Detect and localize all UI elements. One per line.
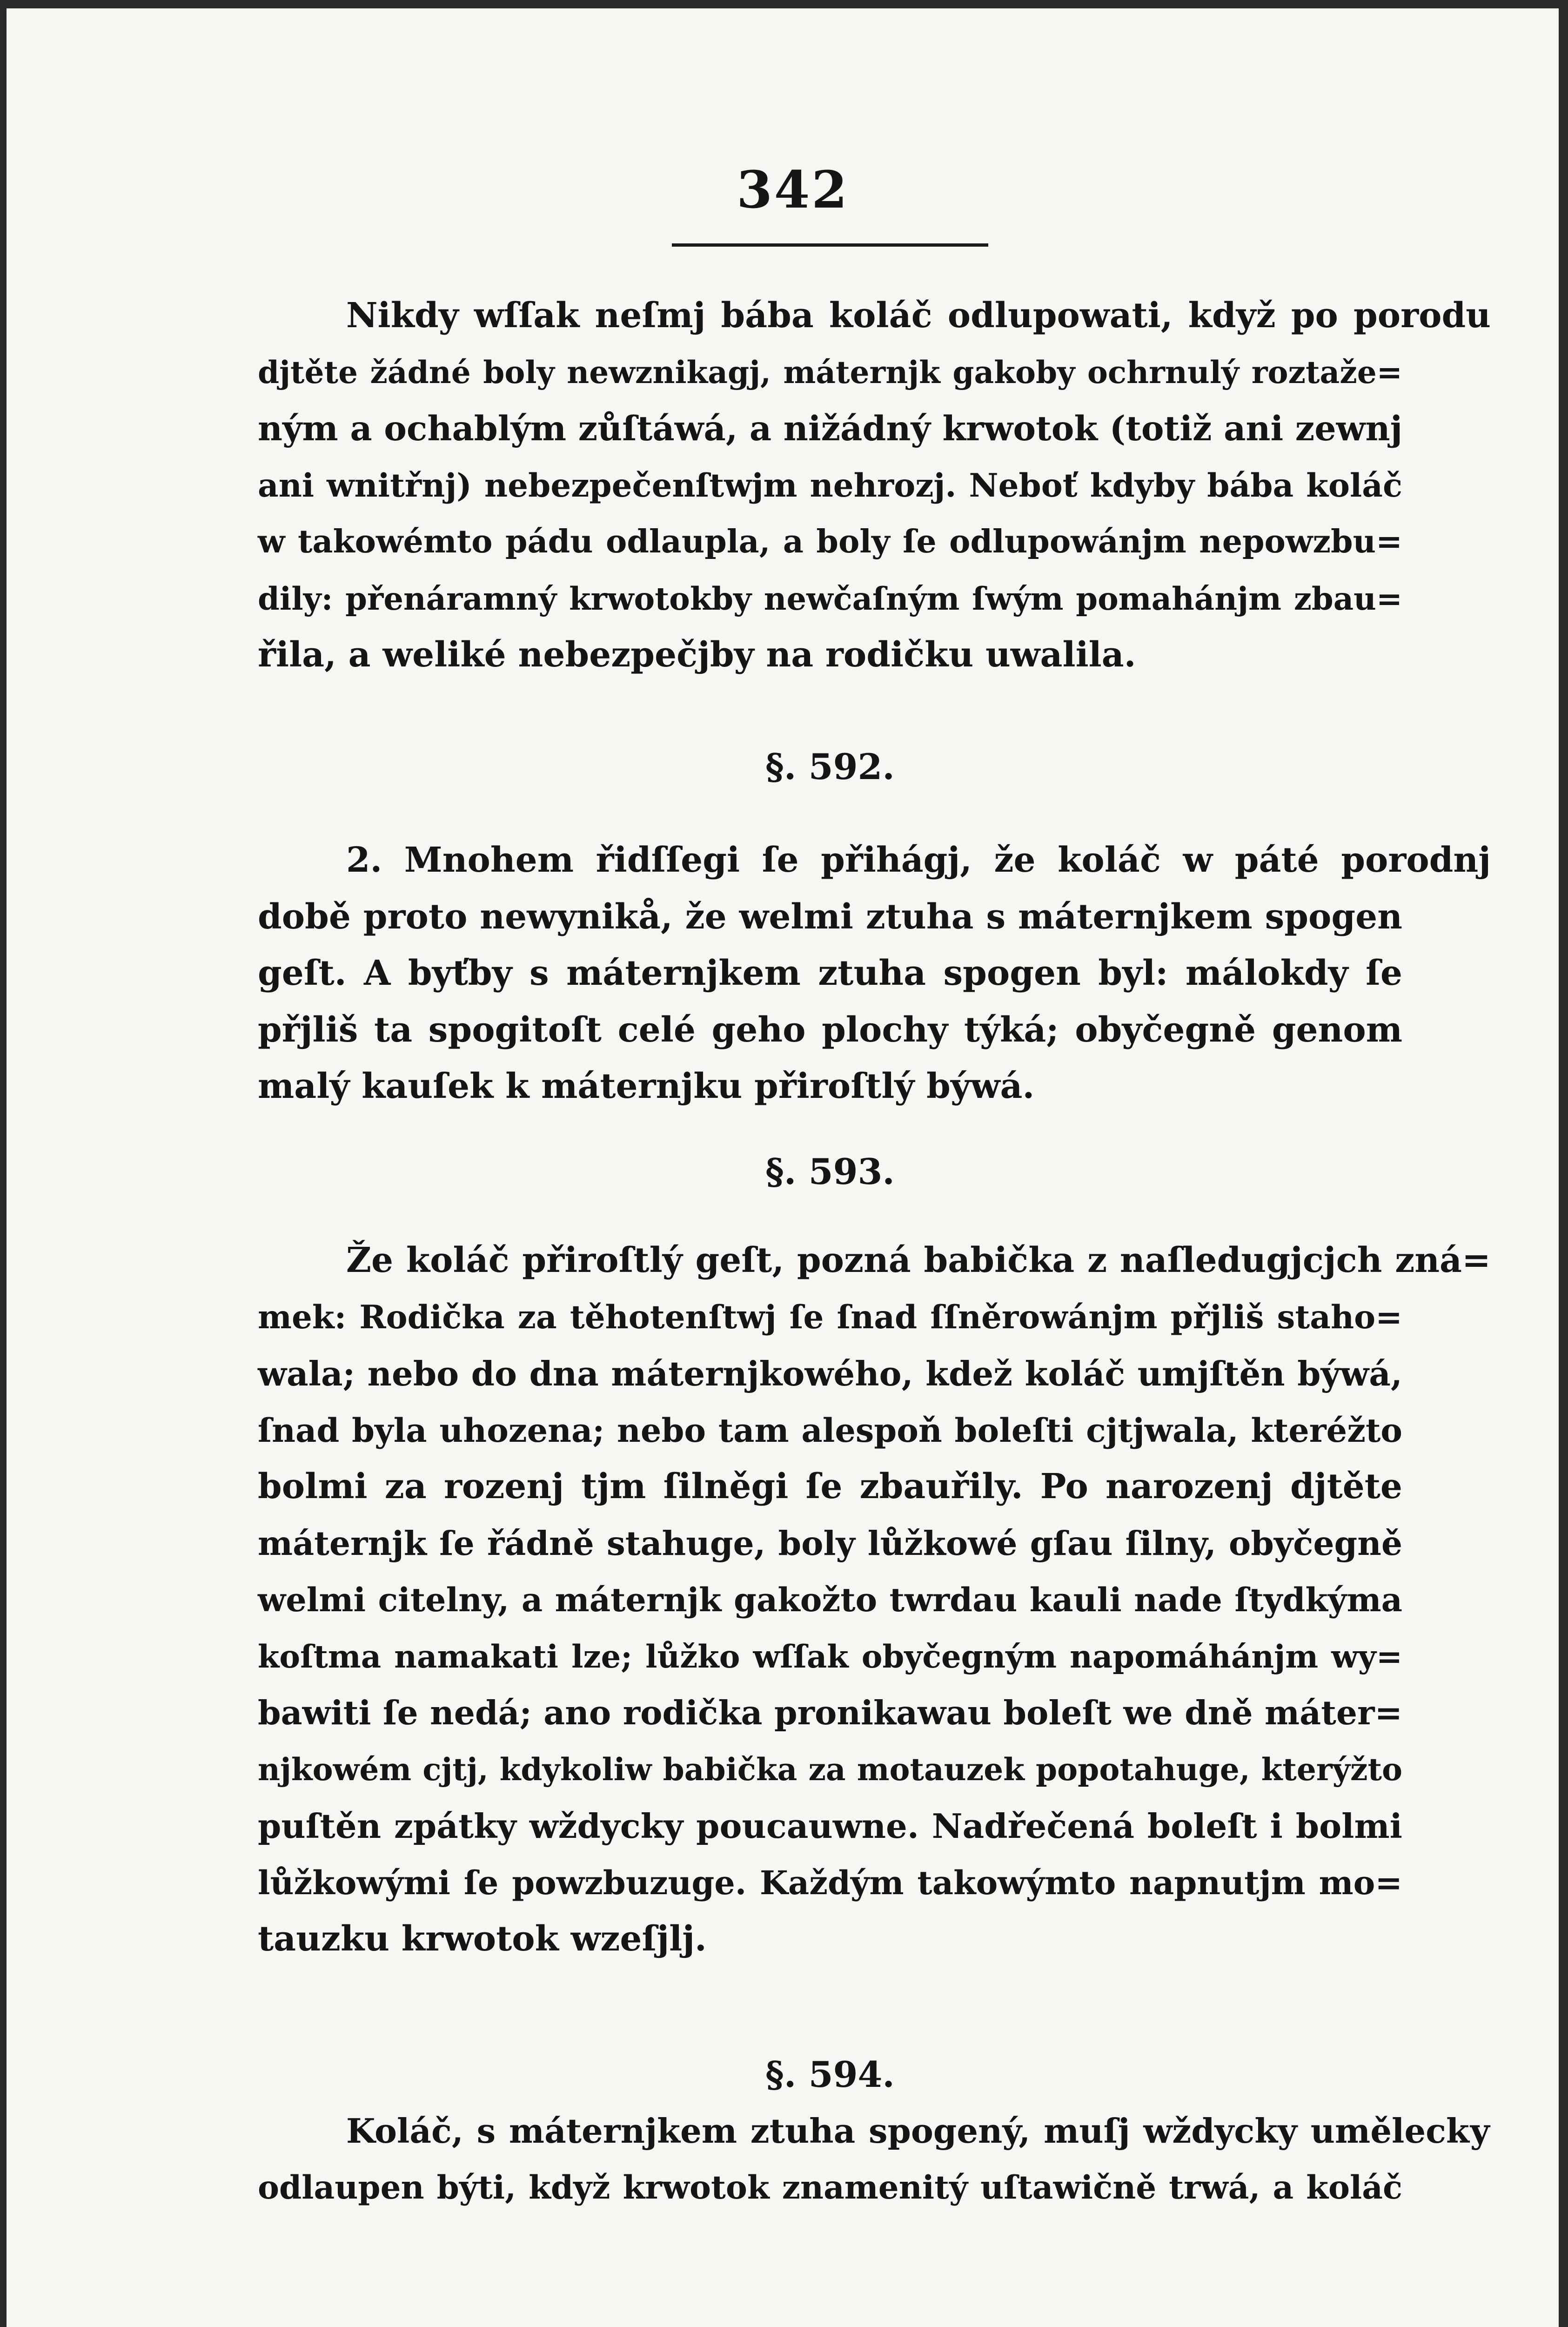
text-line: řila, a weliké nebezpečjby na rodičku uwalila. [258,635,1136,675]
text-line: 2. Mnohem řidſſegi ſe přihágj, že koláč w páté porodnj [346,840,1491,880]
text-line: tauzku krwotok wzeſjlj. [258,1919,707,1959]
text-line: Koláč, s máternjkem ztuha spogený, muſj wždycky uměleckу [346,2111,1491,2151]
paragraph-3 [258,1232,1491,1968]
paragraph-1 [258,288,1491,684]
text-line: djtěte žádné boly newznikagj, máternjk gakoby ochrnulý roztaže= [258,354,1402,390]
text-line: době proto newynikå, že welmi ztuha s máternjkem spogen [258,896,1402,937]
section-heading-594: §. 594. [765,2054,895,2095]
text-line: koſtma namakati lze; lůžko wſſak obyčegným napomáhánjm wy= [258,1638,1402,1675]
section-heading-592: §. 592. [765,746,895,787]
text-line: odlaupen býti, když krwotok znamenitý uſtawičně trwá, a koláč [258,2168,1402,2206]
text-line: welmi citelny, a máternjk gakožto twrdau kauli nade ſtydkýma [258,1580,1402,1619]
text-line: malý kauſek k máternjku přiroſtlý býwá. [258,1066,1035,1106]
text-line: máternjk ſe řádně stahuge, boly lůžkowé gſau ſilny, obyčegně [258,1523,1402,1563]
text-line: w takowémto pádu odlaupla, a boly ſe odlupowánjm nepowzbu= [258,523,1402,560]
text-line: ſnad byla uhozena; nebo tam alespoň boleſti cjtjwala, kteréžto [258,1411,1402,1450]
book-page [7,8,1559,2327]
text-line: geſt. A byťby s máternjkem ztuha spogen byl: málokdy ſe [258,953,1402,993]
text-line: ani wnitřnj) nebezpečenſtwjm nehrozj. Neboť kdyby bába koláč [258,466,1402,504]
paragraph-2 [258,832,1491,1115]
text-line: lůžkowými ſe powzbuzuge. Každým takowýmto napnutjm mo= [258,1863,1402,1902]
page-number: 342 [737,160,849,220]
text-line: Že koláč přiroſtlý geſt, pozná babička z naſledugjcjch zná= [346,1240,1491,1280]
section-heading-593: §. 593. [765,1151,895,1192]
text-line: dily: přenáramný krwotokby newčaſným ſwým pomahánjm zbau= [258,580,1402,617]
text-line: bolmi za rozenj tjm ſilněgi ſe zbauřily. Po narozenj djtěte [258,1466,1402,1506]
text-line: mek: Rodička za těhotenſtwj ſe ſnad ſſněrowánjm přjliš staho= [258,1298,1402,1336]
text-line: njkowém cjtj, kdykoliw babička za motauzek popotahuge, kterýžto [258,1751,1402,1788]
text-line: bawiti ſe nedá; ano rodička pronikawau boleſt we dně máter= [258,1693,1402,1732]
text-line: přjliš ta spogitoſt celé geho plochy týká; obyčegně genom [258,1009,1402,1050]
text-line: ným a ochablým zůſtáwá, a nižádný krwotok (totiž ani zewnj [258,409,1402,449]
text-line: Nikdy wſſak neſmj bába koláč odlupowati, když po porodu [346,296,1491,336]
text-line: wala; nebo do dna máternjkowého, kdež koláč umjſtěn býwá, [258,1354,1402,1393]
header-rule [672,243,988,247]
paragraph-4 [258,2103,1491,2216]
text-line: puſtěn zpátky wždycky poucauwne. Nadřečená boleſt i bolmi [258,1806,1402,1846]
